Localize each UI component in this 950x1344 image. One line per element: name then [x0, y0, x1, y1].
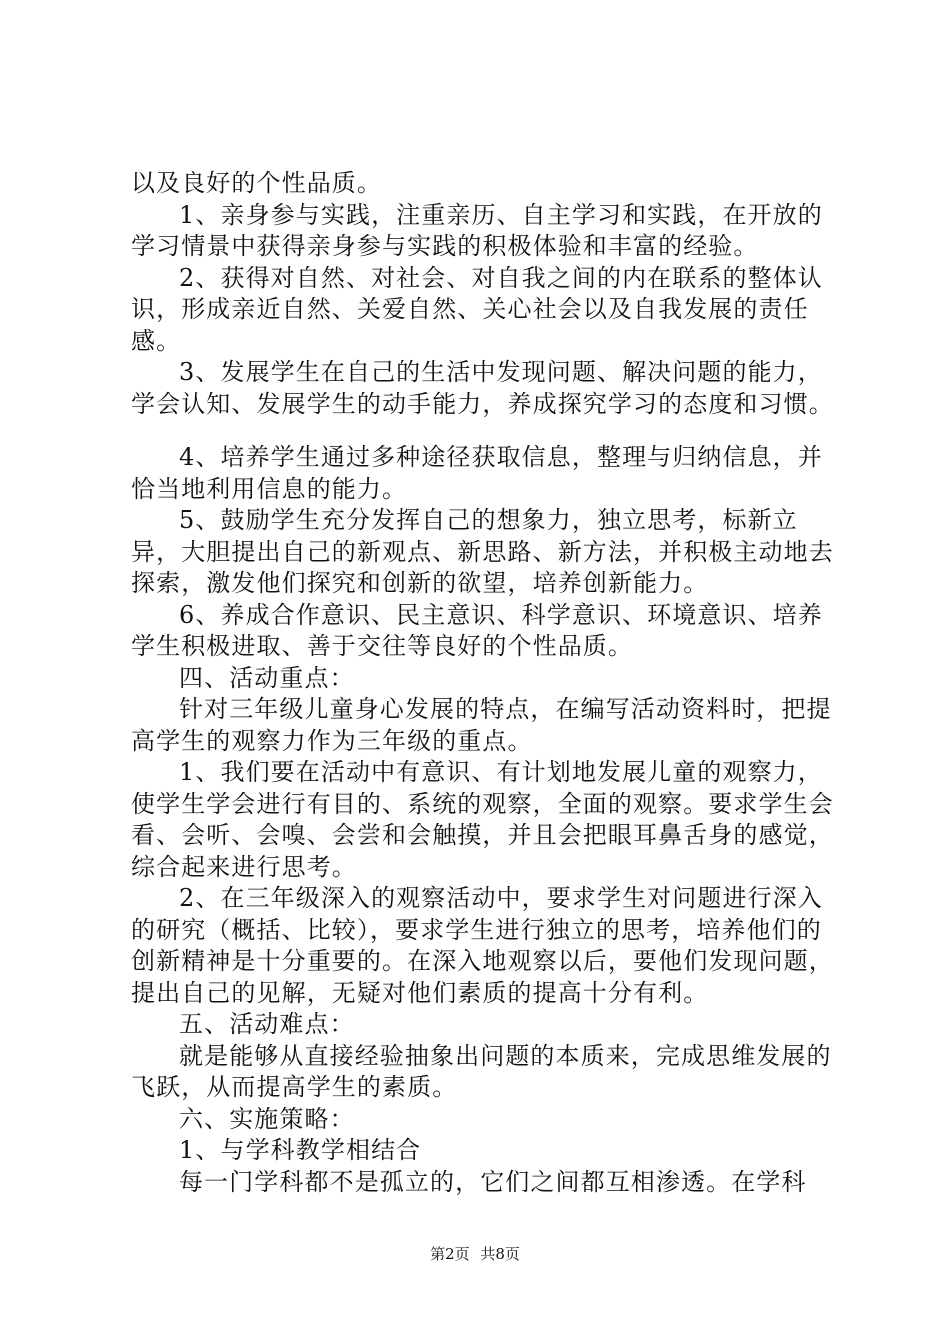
paragraph-continuation: 以及良好的个性品质。	[131, 169, 382, 197]
paragraph-goal-1: 1、亲身参与实践，注重亲历、自主学习和实践，在开放的学习情景中获得亲身参与实践的积极体验和丰富的经验。	[131, 200, 823, 260]
page-footer	[0, 1244, 950, 1264]
paragraph-difficulties: 就是能够从直接经验抽象出问题的本质来，完成思维发展的飞跃，从而提高学生的素质。	[131, 1041, 832, 1101]
section-heading-difficulties: 五、活动难点：	[179, 1010, 355, 1038]
paragraph-key-points-intro: 针对三年级儿童身心发展的特点，在编写活动资料时，把提高学生的观察力作为三年级的重点。	[131, 695, 832, 755]
paragraph-gap	[131, 420, 841, 442]
page-total: 共8页	[480, 1245, 520, 1263]
paragraph-goal-5: 5、鼓励学生充分发挥自己的想象力，独立思考，标新立异，大胆提出自己的新观点、新思路、新方法，并积极主动地去探索，激发他们探究和创新的欲望，培养创新能力。	[131, 506, 834, 597]
paragraph-goal-4: 4、培养学生通过多种途径获取信息，整理与归纳信息，并恰当地利用信息的能力。	[131, 443, 823, 503]
paragraph-key-point-2: 2、在三年级深入的观察活动中，要求学生对问题进行深入的研究（概括、比较），要求学生进行独立的思考，培养他们的创新精神是十分重要的。在深入地观察以后，要他们发现问题，提出自己的见解，无疑对他们素质的提高十分有利。	[131, 884, 834, 1007]
subheading-strategy-1: 1、与学科教学相结合	[179, 1136, 422, 1164]
section-heading-strategies: 六、实施策略：	[179, 1104, 355, 1133]
paragraph-goal-3: 3、发展学生在自己的生活中发现问题、解决问题的能力，学会认知、发展学生的动手能力，养成探究学习的态度和习惯。	[131, 358, 834, 418]
paragraph-goal-2: 2、获得对自然、对社会、对自我之间的内在联系的整体认识，形成亲近自然、关爱自然、关心社会以及自我发展的责任感。	[131, 263, 823, 355]
paragraph-goal-6: 6、养成合作意识、民主意识、科学意识、环境意识、培养学生积极进取、善于交往等良好的个性品质。	[131, 600, 823, 660]
paragraph-strategy-1: 每一门学科都不是孤立的，它们之间都互相渗透。在学科	[179, 1167, 807, 1196]
page-number: 第2页	[430, 1245, 470, 1263]
section-heading-key-points: 四、活动重点：	[179, 663, 355, 692]
paragraph-key-point-1: 1、我们要在活动中有意识、有计划地发展儿童的观察力，使学生学会进行有目的、系统的观察，全面的观察。要求学生会看、会听、会嗅、会尝和会触摸，并且会把眼耳鼻舌身的感觉，综合起来进行思考。	[131, 758, 834, 881]
document-body	[131, 168, 841, 1198]
